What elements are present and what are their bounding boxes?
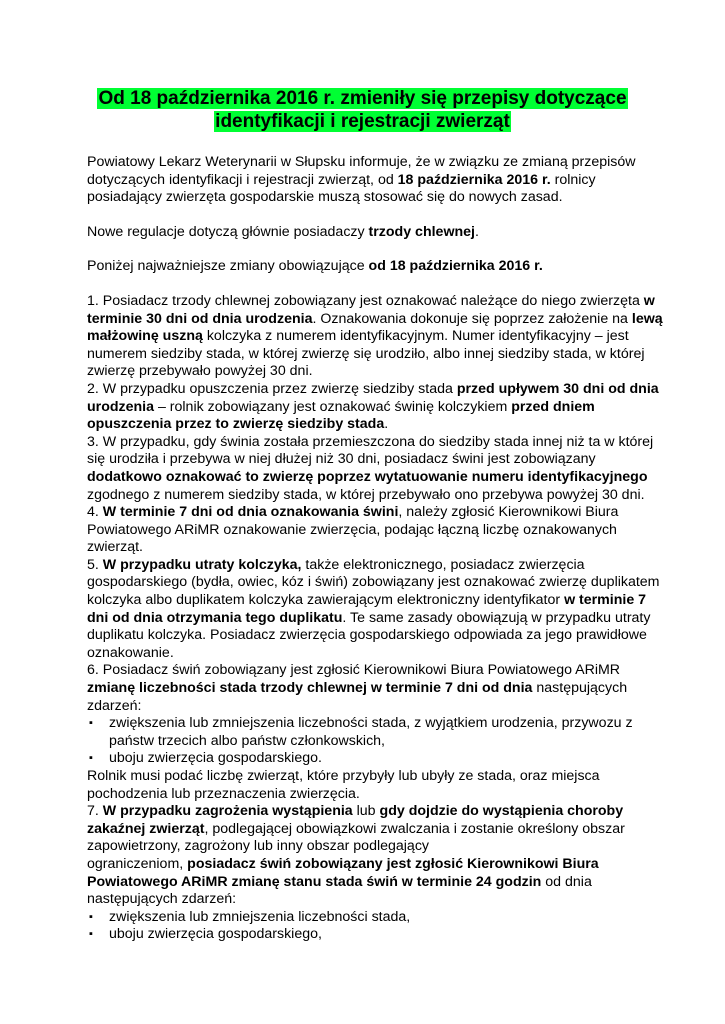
intro-paragraph: Powiatowy Lekarz Weterynarii w Słupsku informuje, że w związku ze zmianą przepisów dotyczących identyfikacji i rejestracji zwierząt, od 18 października 2016 r. rolnicy posiadający zwierzęta gospodarskie muszą stosować się do nowych zasad. (87, 154, 636, 206)
page-title (60, 87, 665, 133)
rule-item-1: 1. Posiadacz trzody chlewnej zobowiązany jest oznakować należące do niego zwierzęta w terminie 30 dni od dnia urodzenia. Oznakowania dokonuje się poprzez założenie na lewą małżowinę uszną kolczyka z numerem identyfikacyjnym. Numer identyfikacyjny – jest numerem siedziby stada, w której zwierzę się urodziło, albo innej siedziby stada, w której zwierzę przebywało powyżej 30 dni. (87, 292, 663, 380)
rule-6-bullet-1: ▪ zwiększenia lub zmniejszenia liczebności stada, z wyjątkiem urodzenia, przywozu z państw trzecich albo państw członkowskich, (89, 715, 633, 749)
title-line-2: identyfikacji i rejestracji zwierząt (215, 111, 510, 132)
bullet-icon: ▪ (89, 910, 93, 923)
rule-item-7: 7. W przypadku zagrożenia wystąpienia lub gdy dojdzie do wystąpienia choroby zakaźnej zwierząt, podlegającej obowiązkowi zwalczania i zostanie określony obszar zapowietrzony, zagrożony lub inny obszar podlegający (87, 803, 625, 855)
changes-heading-paragraph: Poniżej najważniejsze zmiany obowiązujące od 18 października 2016 r. (87, 258, 543, 275)
bullet-icon: ▪ (89, 752, 93, 765)
bullet-icon: ▪ (89, 717, 93, 730)
rule-item-6: 6. Posiadacz świń zobowiązany jest zgłosić Kierownikowi Biura Powiatowego ARiMR zmianę liczebności stada trzody chlewnej w terminie 7 dni od dnia następujących zdarzeń: (87, 662, 628, 714)
regulations-paragraph: Nowe regulacje dotyczą głównie posiadaczy trzody chlewnej. (87, 223, 479, 240)
rule-item-4: 4. W terminie 7 dni od dnia oznakowania świni, należy zgłosić Kierownikowi Biura Powiatowego ARiMR oznakowanie zwierzęcia, podając łączną liczbę oznakowanych zwierząt. (87, 504, 619, 556)
rule-6-note: Rolnik musi podać liczbę zwierząt, które przybyły lub ubyły ze stada, oraz miejsca pochodzenia lub przeznaczenia zwierzęcia. (87, 768, 600, 802)
document-body (87, 154, 667, 944)
rule-item-7-cont: ograniczeniom, posiadacz świń zobowiązany jest zgłosić Kierownikowi Biura Powiatowego ARiMR zmianę stanu stada świń w terminie 24 godzin od dnia następujących zdarzeń: (87, 855, 599, 908)
rule-6-bullet-2: ▪ uboju zwierzęcia gospodarskiego. (89, 750, 322, 767)
rule-7-bullet-2: ▪ uboju zwierzęcia gospodarskiego, (89, 926, 322, 943)
bullet-icon: ▪ (89, 928, 93, 941)
title-line-1: Od 18 października 2016 r. zmieniły się przepisy dotyczące (98, 88, 627, 109)
rule-7-bullet-1: ▪ zwiększenia lub zmniejszenia liczebności stada, (89, 908, 411, 925)
rule-item-3: 3. W przypadku, gdy świnia została przemieszczona do siedziby stada innej niż ta w której się urodziła i przebywa w niej dłużej niż 30 dni, posiadacz świni jest zobowiązany dodatkowo oznakować to zwierzę poprzez wytatuowanie numeru identyfikacyjnego zgodnego z numerem siedziby stada, w której przebywało ono przebywa powyżej 30 dni. (87, 433, 654, 503)
rule-item-5: 5. W przypadku utraty kolczyka, także elektronicznego, posiadacz zwierzęcia gospodarskiego (bydła, owiec, kóz i świń) zobowiązany jest oznakować zwierzę duplikatem kolczyka albo duplikatem kolczyka zawierającym elektroniczny identyfikator w terminie 7 dni od dnia otrzymania tego duplikatu. Te same zasady obowiązują w przypadku utraty duplikatu kolczyka. Posiadacz zwierzęcia gospodarskiego odpowiada za jego prawidłowe oznakowanie. (87, 556, 660, 661)
rule-item-2: 2. W przypadku opuszczenia przez zwierzę siedziby stada przed upływem 30 dni od dnia urodzenia – rolnik zobowiązany jest oznakować świnię kolczykiem przed dniem opuszczenia przez to zwierzę siedziby stada. (87, 380, 659, 433)
